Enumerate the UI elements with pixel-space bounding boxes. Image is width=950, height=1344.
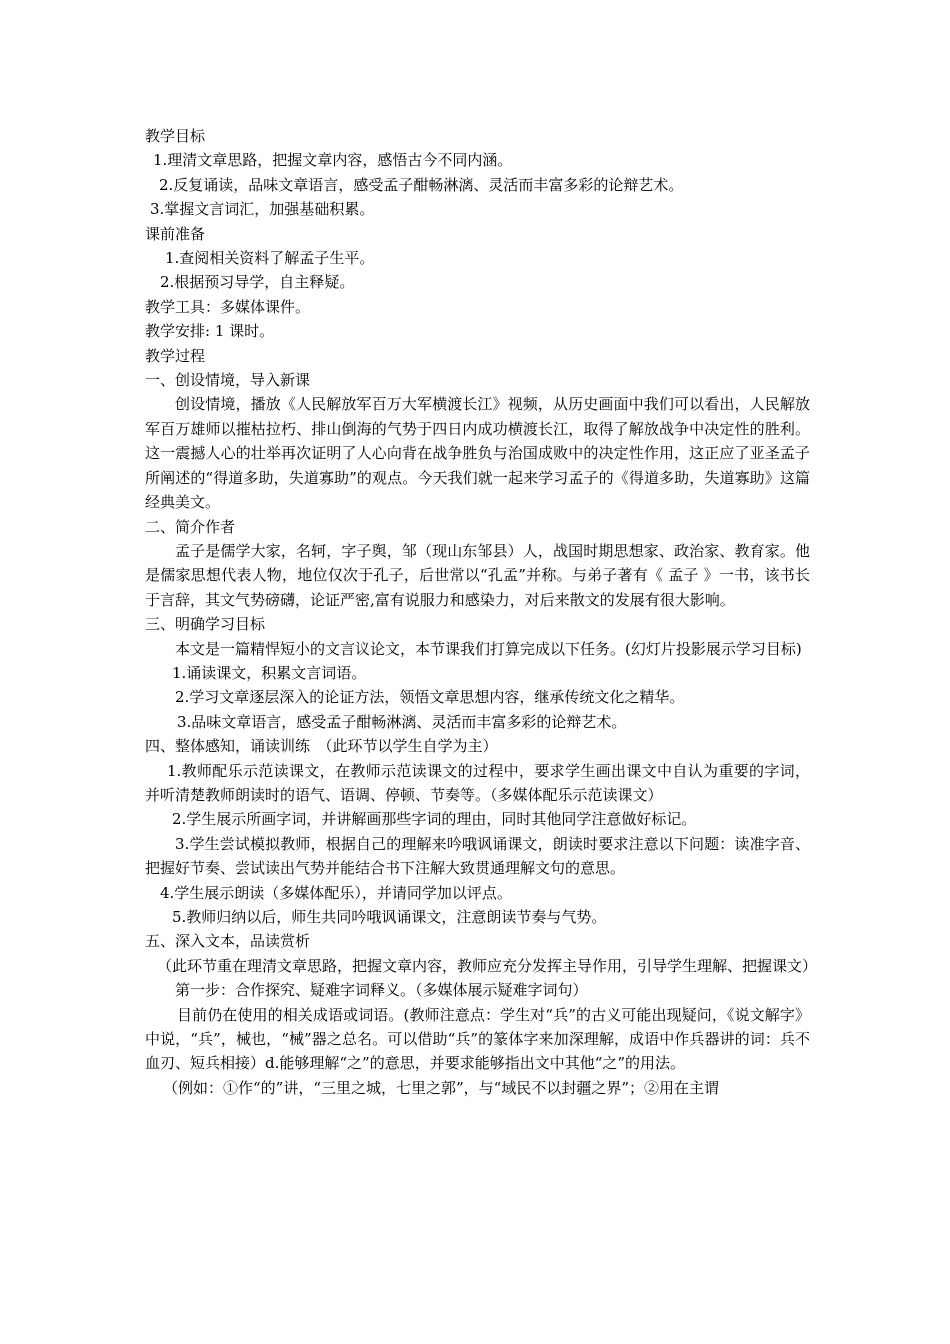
teaching-schedule: 教学安排: 1 课时。	[145, 322, 275, 341]
preparation-item-2: 2.根据预习导学，自主释疑。	[160, 273, 355, 292]
section2-title: 二、简介作者	[145, 517, 236, 536]
section5-step1: 第一步：合作探究、疑难字词释义。（多媒体展示疑难字词句）	[175, 981, 588, 1000]
objective-item-1: 1.理清文章思路，把握文章内容，感悟古今不同内涵。	[153, 151, 513, 170]
section3-title: 三、明确学习目标	[145, 615, 266, 634]
section4-item-5: 5.教师归纳以后，师生共同吟哦讽诵课文，注意朗读节奏与气势。	[172, 908, 607, 926]
section5-note: （此环节重在理清文章思路，把握文章内容，教师应充分发挥主导作用，引导学生理解、把握课文）	[157, 956, 818, 975]
section4-item-2: 2.学生展示所画字词，并讲解画那些字词的理由，同时其他同学注意做好标记。	[172, 810, 697, 829]
objective-item-2: 2.反复诵读，品味文章语言，感受孟子酣畅淋漓、灵活而丰富多彩的论辩艺术。	[159, 175, 684, 194]
section1-paragraph: 创设情境，播放《人民解放军百万大军横渡长江》视频，从历史画面中我们可以看出，人民解放军百万雄师以摧枯拉朽、排山倒海的气势于四日内成功横渡长江，取得了解放战争中决定性的胜利。这一震撼人心的壮举再次证明了人心向背在战争胜负与治国成败中的决定性作用，这正应了亚圣孟子所阐述的“得道多助，失道寡助”的观点。今天我们就一起来学习孟子的《得道多助，失道寡助》这篇经典美文。	[145, 395, 810, 512]
teaching-tools: 教学工具：多媒体课件。	[145, 297, 311, 316]
section5-title: 五、深入文本，品读赏析	[145, 932, 311, 951]
section5-paragraph-2: （例如：①作“的”讲，“三里之城，七里之郭”，与“域民不以封疆之界”；②用在主谓	[163, 1078, 720, 1097]
preparation-item-1: 1.查阅相关资料了解孟子生平。	[165, 249, 375, 268]
section3-item-3: 3.品味文章语言，感受孟子酣畅淋漓、灵活而丰富多彩的论辩艺术。	[177, 712, 627, 731]
objectives-title: 教学目标	[145, 127, 206, 145]
document-page	[145, 124, 818, 1100]
section1-title: 一、创设情境，导入新课	[145, 371, 311, 390]
section3-item-1: 1.诵读课文，积累文言词语。	[172, 663, 367, 682]
process-title: 教学过程	[145, 346, 206, 365]
section5-paragraph-1: 目前仍在使用的相关成语或词语。(教师注意点：学生对“兵”的古义可能出现疑问，《说文解字》中说，“兵”，械也，“械”器之总名。可以借助“兵”的篆体字来加深理解，成语中作兵器讲的词：兵不血刃、短兵相接）d.能够理解“之”的意思，并要求能够指出文中其他“之”的用法。	[145, 1005, 810, 1073]
section2-paragraph: 孟子是儒学大家，名轲，字子舆，邹（现山东邹县）人，战国时期思想家、政治家、教育家。他是儒家思想代表人物，地位仅次于孔子，后世常以“孔孟”并称。与弟子著有《 孟子 》一书，该书长于言辞，其文气势磅礴，论证严密,富有说服力和感染力，对后来散文的发展有很大影响。	[145, 541, 810, 609]
section4-item-4: 4.学生展示朗读（多媒体配乐），并请同学加以评点。	[160, 883, 512, 902]
section4-title: 四、整体感知，诵读训练 （此环节以学生自学为主）	[145, 737, 498, 756]
section4-item-3: 3.学生尝试模拟教师，根据自己的理解来吟哦讽诵课文，朗读时要求注意以下问题：读准字音、把握好节奏、尝试读出气势并能结合书下注解大致贯通理解文句的意思。	[145, 834, 810, 878]
section4-item-1: 1.教师配乐示范读课文，在教师示范读课文的过程中，要求学生画出课文中自认为重要的字词，并听清楚教师朗读时的语气、语调、停顿、节奏等。（多媒体配乐示范读课文）	[145, 761, 810, 804]
objective-item-3: 3.掌握文言词汇，加强基础积累。	[150, 200, 375, 219]
section3-item-2: 2.学习文章逐层深入的论证方法，领悟文章思想内容，继承传统文化之精华。	[175, 688, 685, 707]
preparation-title: 课前准备	[145, 224, 206, 243]
section3-paragraph: 本文是一篇精悍短小的文言议论文，本节课我们打算完成以下任务。(幻灯片投影展示学习目标)	[175, 639, 802, 658]
